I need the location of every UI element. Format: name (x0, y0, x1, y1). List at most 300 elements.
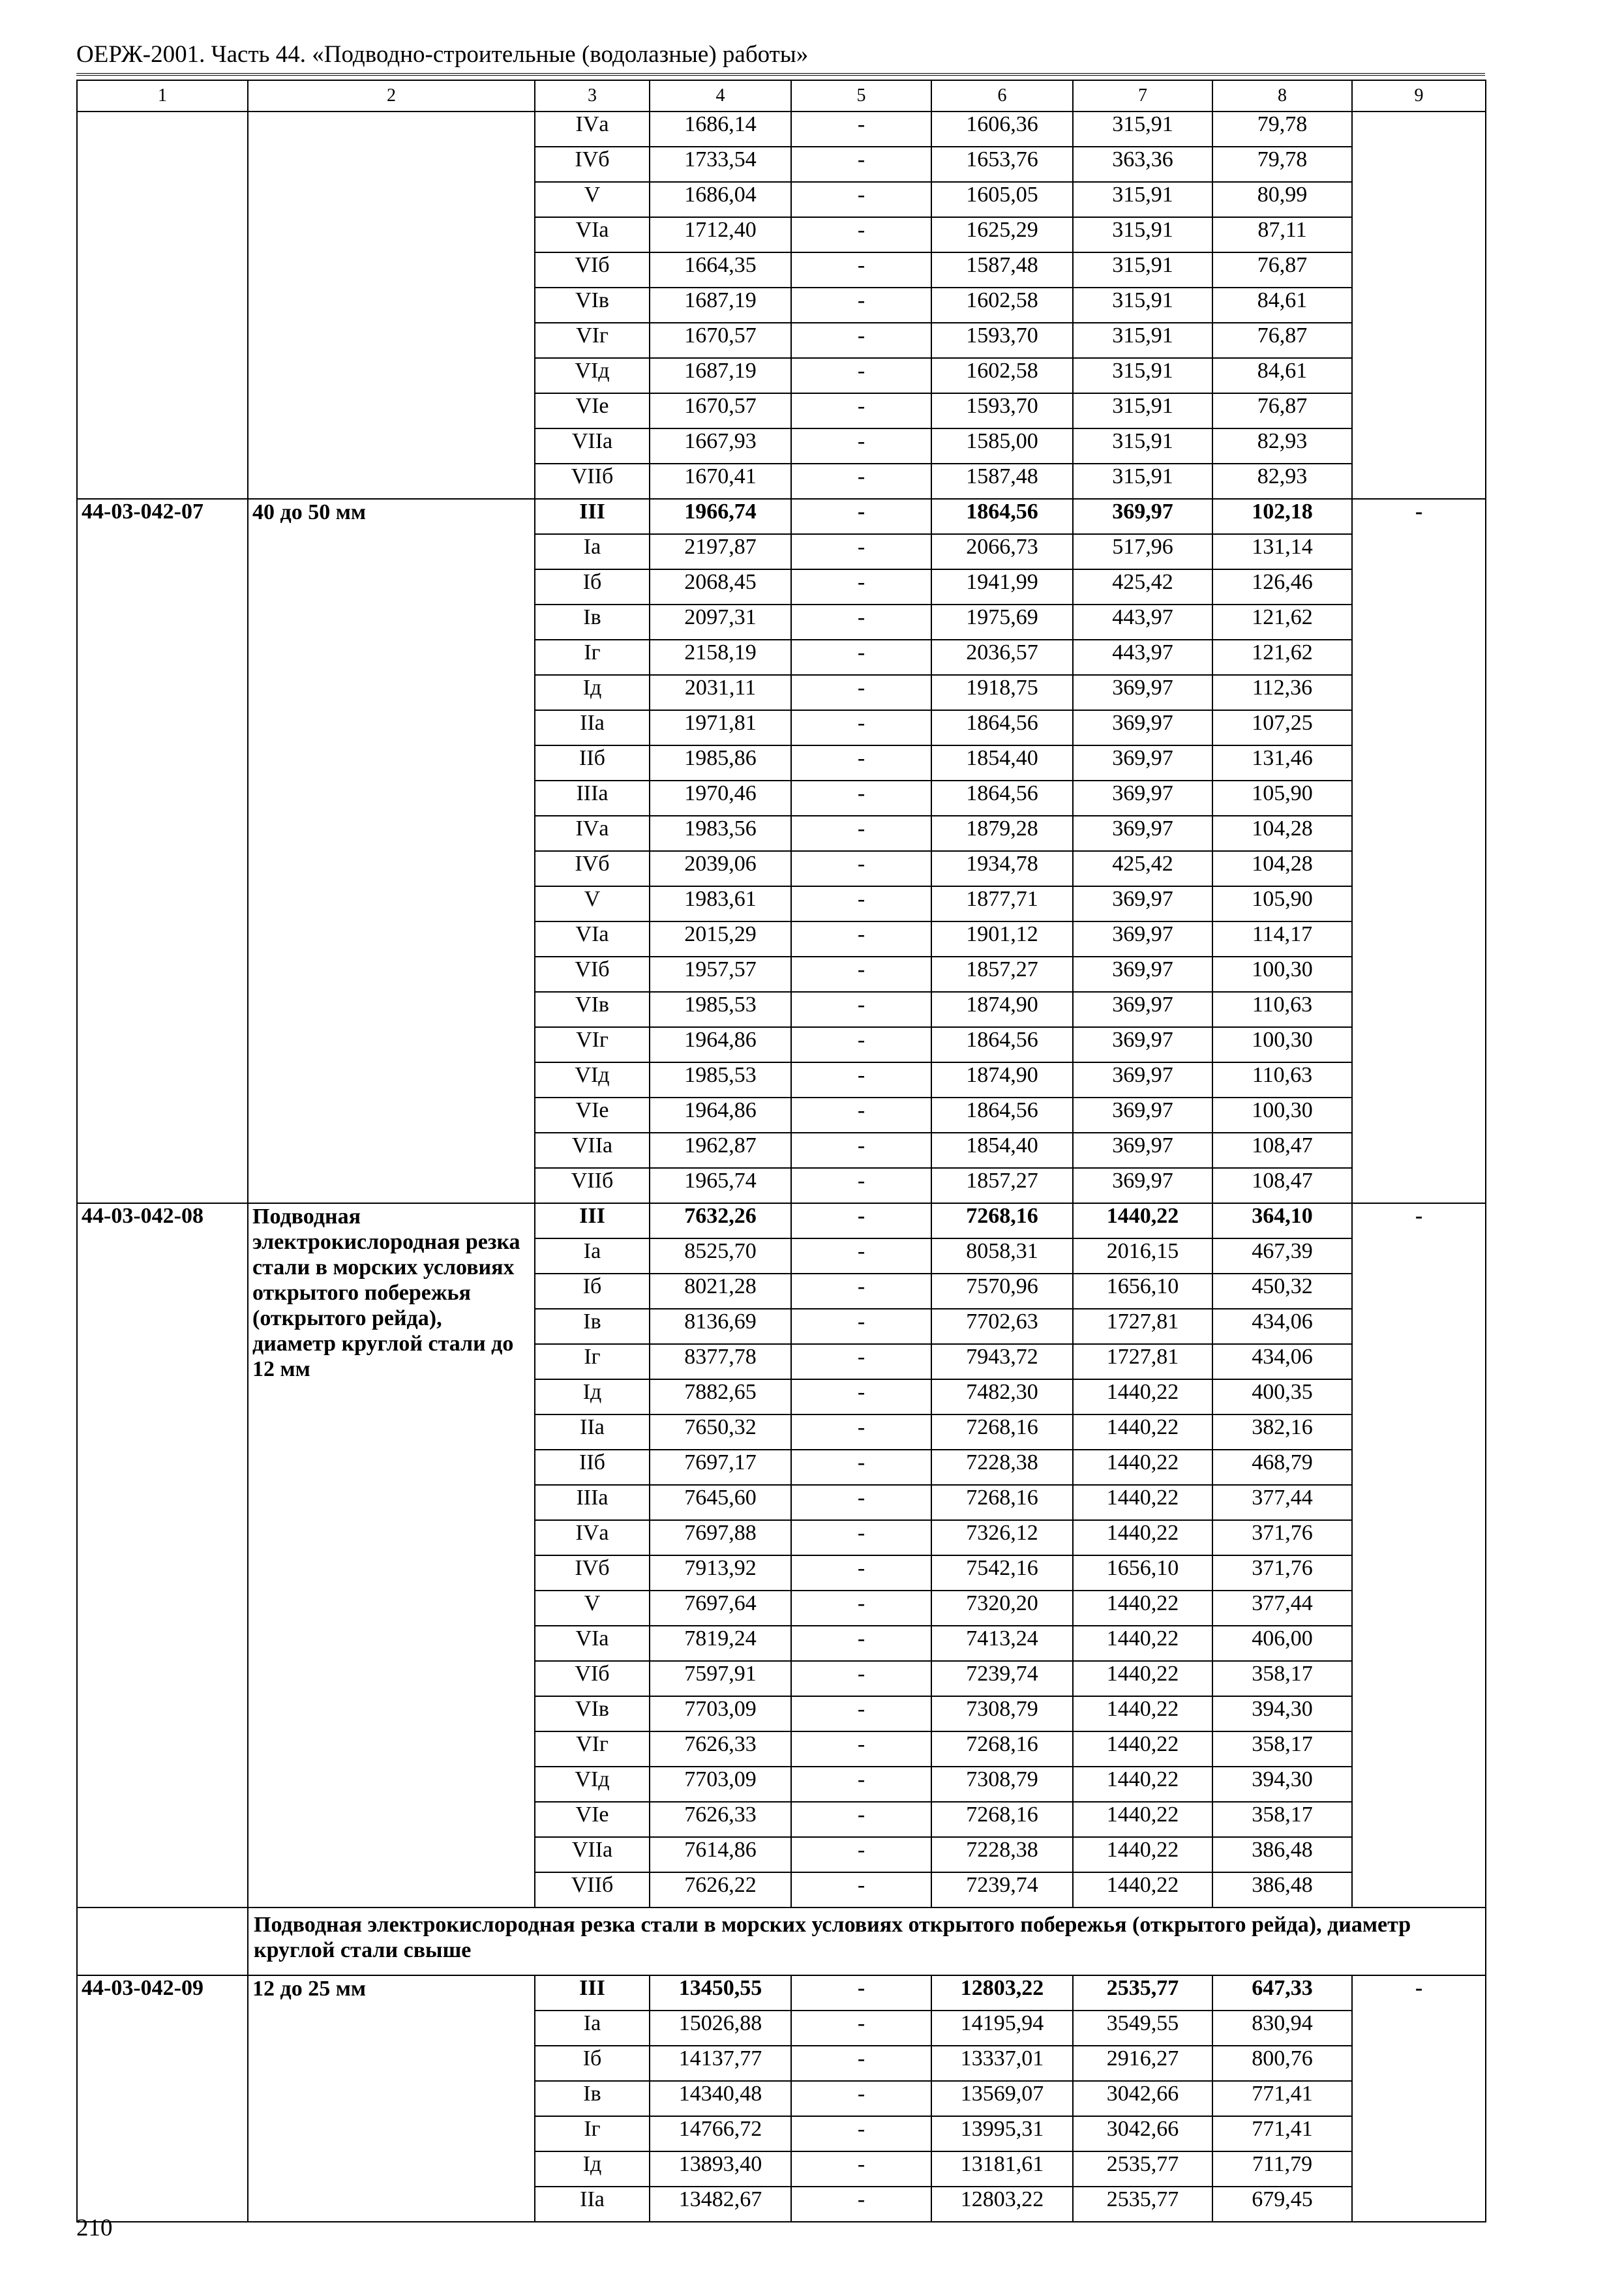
cell-col-4: 1964,86 (650, 1098, 791, 1133)
cell-col-4: 13450,55 (650, 1975, 791, 2011)
cell-col-7: 315,91 (1073, 217, 1212, 252)
name-cell: 40 до 50 мм (248, 499, 535, 1203)
table-row (77, 499, 1486, 534)
cell-col-4: 2158,19 (650, 640, 791, 675)
cell-col-8: 104,28 (1212, 816, 1352, 851)
cell-col-6: 1653,76 (931, 147, 1073, 182)
cell-col-5: - (791, 1872, 931, 1908)
cell-col-3: Iб (535, 1274, 650, 1309)
cell-col-6: 1918,75 (931, 675, 1073, 710)
cell-col-7: 2535,77 (1073, 2151, 1212, 2187)
cell-col-7: 369,97 (1073, 710, 1212, 745)
cell-col-4: 1971,81 (650, 710, 791, 745)
cell-col-8: 394,30 (1212, 1696, 1352, 1731)
cell-col-5: - (791, 1485, 931, 1520)
cell-col-3: VIд (535, 1062, 650, 1098)
cell-col-8: 108,47 (1212, 1133, 1352, 1168)
cell-col-8: 406,00 (1212, 1626, 1352, 1661)
cell-col-7: 1656,10 (1073, 1274, 1212, 1309)
cell-col-6: 1901,12 (931, 921, 1073, 957)
cell-col-8: 434,06 (1212, 1344, 1352, 1379)
cell-col-6: 1934,78 (931, 851, 1073, 886)
cell-col-8: 400,35 (1212, 1379, 1352, 1414)
cell-col-4: 14340,48 (650, 2081, 791, 2116)
cell-col-6: 1857,27 (931, 957, 1073, 992)
cell-col-5: - (791, 534, 931, 569)
cell-col-5: - (791, 1767, 931, 1802)
cell-col-3: IVб (535, 1555, 650, 1591)
cell-col-8: 82,93 (1212, 428, 1352, 464)
cell-col-3: IIб (535, 745, 650, 781)
cell-col-7: 369,97 (1073, 1168, 1212, 1203)
cell-col-3: VIа (535, 217, 650, 252)
cell-col-8: 800,76 (1212, 2046, 1352, 2081)
cell-col-7: 3549,55 (1073, 2011, 1212, 2046)
cell-col-8: 121,62 (1212, 640, 1352, 675)
cell-col-3: III (535, 499, 650, 534)
cell-col-3: V (535, 182, 650, 217)
col9-cell (1352, 112, 1486, 499)
cell-col-6: 1864,56 (931, 1027, 1073, 1062)
cell-col-7: 369,97 (1073, 1062, 1212, 1098)
table-row (77, 1975, 1486, 2011)
cell-col-4: 1667,93 (650, 428, 791, 464)
cell-col-6: 1625,29 (931, 217, 1073, 252)
cell-col-4: 8525,70 (650, 1238, 791, 1274)
col9-cell: - (1352, 1203, 1486, 1908)
cell-col-8: 121,62 (1212, 605, 1352, 640)
cell-col-7: 369,97 (1073, 745, 1212, 781)
cell-col-3: VIе (535, 1098, 650, 1133)
cell-col-3: IIIа (535, 1485, 650, 1520)
cell-col-8: 358,17 (1212, 1802, 1352, 1837)
column-number-8: 8 (1212, 80, 1352, 112)
cell-col-5: - (791, 1975, 931, 2011)
code-cell: 44-03-042-09 (77, 1975, 248, 2222)
cell-col-7: 1440,22 (1073, 1837, 1212, 1872)
cell-col-6: 12803,22 (931, 1975, 1073, 2011)
cell-col-5: - (791, 605, 931, 640)
cell-col-8: 771,41 (1212, 2116, 1352, 2151)
cell-col-4: 1687,19 (650, 288, 791, 323)
cell-col-8: 371,76 (1212, 1555, 1352, 1591)
cell-col-8: 386,48 (1212, 1872, 1352, 1908)
cell-col-4: 14137,77 (650, 2046, 791, 2081)
cell-col-7: 315,91 (1073, 358, 1212, 393)
cell-col-5: - (791, 781, 931, 816)
cell-col-6: 1975,69 (931, 605, 1073, 640)
cell-col-8: 126,46 (1212, 569, 1352, 605)
cell-col-8: 131,14 (1212, 534, 1352, 569)
cell-col-6: 2066,73 (931, 534, 1073, 569)
cell-col-7: 425,42 (1073, 569, 1212, 605)
cell-col-4: 1957,57 (650, 957, 791, 992)
table-row (77, 112, 1486, 147)
cell-col-6: 7702,63 (931, 1309, 1073, 1344)
cell-col-3: VIб (535, 252, 650, 288)
cell-col-8: 104,28 (1212, 851, 1352, 886)
cell-col-4: 1712,40 (650, 217, 791, 252)
cell-col-4: 7626,33 (650, 1802, 791, 1837)
cell-col-3: VIа (535, 921, 650, 957)
cell-col-4: 7913,92 (650, 1555, 791, 1591)
cell-col-5: - (791, 1098, 931, 1133)
page-header-title: ОЕРЖ-2001. Часть 44. «Подводно-строительные (водолазные) работы» (76, 41, 809, 68)
cell-col-5: - (791, 1414, 931, 1450)
cell-col-4: 1670,57 (650, 393, 791, 428)
cell-col-5: - (791, 2151, 931, 2187)
cell-col-7: 1727,81 (1073, 1344, 1212, 1379)
cell-col-8: 76,87 (1212, 393, 1352, 428)
cell-col-8: 771,41 (1212, 2081, 1352, 2116)
cell-col-4: 1985,53 (650, 992, 791, 1027)
cell-col-5: - (791, 1379, 931, 1414)
column-number-7: 7 (1073, 80, 1212, 112)
cell-col-3: V (535, 886, 650, 921)
cell-col-7: 1440,22 (1073, 1802, 1212, 1837)
cell-col-3: Iв (535, 2081, 650, 2116)
cell-col-4: 7697,17 (650, 1450, 791, 1485)
cell-col-3: VIв (535, 1696, 650, 1731)
cell-col-6: 1941,99 (931, 569, 1073, 605)
cell-col-8: 434,06 (1212, 1309, 1352, 1344)
cell-col-6: 13569,07 (931, 2081, 1073, 2116)
cell-col-5: - (791, 2116, 931, 2151)
cell-col-4: 2197,87 (650, 534, 791, 569)
cell-col-8: 114,17 (1212, 921, 1352, 957)
cell-col-8: 110,63 (1212, 1062, 1352, 1098)
cell-col-3: VIIа (535, 1133, 650, 1168)
cell-col-3: VIIб (535, 1168, 650, 1203)
cell-col-4: 15026,88 (650, 2011, 791, 2046)
cell-col-3: V (535, 1591, 650, 1626)
cell-col-6: 1864,56 (931, 710, 1073, 745)
cell-col-6: 7228,38 (931, 1450, 1073, 1485)
cell-col-8: 79,78 (1212, 147, 1352, 182)
cell-col-7: 443,97 (1073, 640, 1212, 675)
cell-col-7: 1727,81 (1073, 1309, 1212, 1344)
column-number-6: 6 (931, 80, 1073, 112)
cell-col-4: 1670,57 (650, 323, 791, 358)
cell-col-7: 363,36 (1073, 147, 1212, 182)
cell-col-4: 1970,46 (650, 781, 791, 816)
cell-col-4: 1964,86 (650, 1027, 791, 1062)
column-number-2: 2 (248, 80, 535, 112)
cell-col-3: VIб (535, 1661, 650, 1696)
cell-col-6: 7268,16 (931, 1203, 1073, 1238)
cell-col-7: 315,91 (1073, 252, 1212, 288)
cell-col-5: - (791, 886, 931, 921)
cell-col-8: 358,17 (1212, 1731, 1352, 1767)
cell-col-6: 13181,61 (931, 2151, 1073, 2187)
cell-col-3: IVа (535, 816, 650, 851)
cell-col-6: 8058,31 (931, 1238, 1073, 1274)
cell-col-7: 2535,77 (1073, 2187, 1212, 2222)
cell-col-7: 369,97 (1073, 921, 1212, 957)
cell-col-8: 100,30 (1212, 1027, 1352, 1062)
cell-col-4: 1733,54 (650, 147, 791, 182)
cell-col-4: 1962,87 (650, 1133, 791, 1168)
column-number-1: 1 (77, 80, 248, 112)
section-heading-code-cell (77, 1908, 248, 1975)
cell-col-4: 2097,31 (650, 605, 791, 640)
cell-col-3: Iб (535, 569, 650, 605)
cell-col-8: 105,90 (1212, 781, 1352, 816)
cell-col-5: - (791, 1203, 931, 1238)
cell-col-5: - (791, 1133, 931, 1168)
cell-col-4: 1965,74 (650, 1168, 791, 1203)
cell-col-6: 1585,00 (931, 428, 1073, 464)
cell-col-4: 7650,32 (650, 1414, 791, 1450)
cell-col-7: 369,97 (1073, 992, 1212, 1027)
cell-col-3: VIIа (535, 428, 650, 464)
cell-col-8: 450,32 (1212, 1274, 1352, 1309)
cell-col-7: 369,97 (1073, 816, 1212, 851)
cell-col-8: 112,36 (1212, 675, 1352, 710)
cell-col-8: 100,30 (1212, 957, 1352, 992)
cell-col-6: 1587,48 (931, 252, 1073, 288)
cell-col-3: Iв (535, 605, 650, 640)
cell-col-8: 105,90 (1212, 886, 1352, 921)
cell-col-6: 7228,38 (931, 1837, 1073, 1872)
cell-col-4: 1670,41 (650, 464, 791, 499)
cell-col-5: - (791, 464, 931, 499)
cell-col-7: 1440,22 (1073, 1591, 1212, 1626)
cell-col-6: 1864,56 (931, 781, 1073, 816)
cell-col-3: III (535, 1975, 650, 2011)
code-cell: 44-03-042-08 (77, 1203, 248, 1908)
cell-col-8: 80,99 (1212, 182, 1352, 217)
cell-col-5: - (791, 112, 931, 147)
cell-col-4: 1687,19 (650, 358, 791, 393)
cell-col-4: 7703,09 (650, 1696, 791, 1731)
section-heading: Подводная электрокислородная резка стали в морских условиях открытого побережья (открытого рейда), диаметр круглой стали свыше (248, 1908, 1486, 1975)
cell-col-6: 7482,30 (931, 1379, 1073, 1414)
cell-col-7: 1440,22 (1073, 1450, 1212, 1485)
cell-col-6: 1602,58 (931, 288, 1073, 323)
cell-col-7: 3042,66 (1073, 2081, 1212, 2116)
cell-col-8: 358,17 (1212, 1661, 1352, 1696)
cell-col-6: 12803,22 (931, 2187, 1073, 2222)
cell-col-5: - (791, 147, 931, 182)
cell-col-7: 1656,10 (1073, 1555, 1212, 1591)
cell-col-3: Iб (535, 2046, 650, 2081)
cell-col-5: - (791, 288, 931, 323)
col9-cell: - (1352, 499, 1486, 1203)
cell-col-7: 369,97 (1073, 675, 1212, 710)
cell-col-7: 1440,22 (1073, 1731, 1212, 1767)
cell-col-3: Iа (535, 2011, 650, 2046)
cell-col-4: 7703,09 (650, 1767, 791, 1802)
cell-col-6: 13995,31 (931, 2116, 1073, 2151)
cell-col-6: 7570,96 (931, 1274, 1073, 1309)
cell-col-7: 1440,22 (1073, 1379, 1212, 1414)
cell-col-5: - (791, 1661, 931, 1696)
cell-col-5: - (791, 2081, 931, 2116)
cell-col-3: Iд (535, 1379, 650, 1414)
table-row (77, 1203, 1486, 1238)
name-cell: Подводная электрокислородная резка стали в морских условиях открытого побережья (открытого рейда), диаметр круглой стали до 12 мм (248, 1203, 535, 1908)
cell-col-7: 315,91 (1073, 464, 1212, 499)
cell-col-8: 830,94 (1212, 2011, 1352, 2046)
cell-col-4: 7645,60 (650, 1485, 791, 1520)
cell-col-5: - (791, 992, 931, 1027)
cell-col-6: 7268,16 (931, 1414, 1073, 1450)
cell-col-3: VIIа (535, 1837, 650, 1872)
cell-col-7: 1440,22 (1073, 1414, 1212, 1450)
cell-col-4: 8377,78 (650, 1344, 791, 1379)
cell-col-5: - (791, 217, 931, 252)
cell-col-4: 13893,40 (650, 2151, 791, 2187)
cell-col-7: 369,97 (1073, 1098, 1212, 1133)
cell-col-4: 14766,72 (650, 2116, 791, 2151)
cell-col-4: 2015,29 (650, 921, 791, 957)
cell-col-4: 1983,56 (650, 816, 791, 851)
cell-col-6: 1593,70 (931, 393, 1073, 428)
cell-col-4: 7819,24 (650, 1626, 791, 1661)
cell-col-7: 425,42 (1073, 851, 1212, 886)
cell-col-5: - (791, 1802, 931, 1837)
cell-col-5: - (791, 921, 931, 957)
cell-col-6: 1587,48 (931, 464, 1073, 499)
cell-col-8: 364,10 (1212, 1203, 1352, 1238)
cell-col-6: 1593,70 (931, 323, 1073, 358)
cell-col-3: VIд (535, 1767, 650, 1802)
cell-col-3: III (535, 1203, 650, 1238)
cell-col-6: 1864,56 (931, 1098, 1073, 1133)
cell-col-3: VIв (535, 992, 650, 1027)
cell-col-4: 1664,35 (650, 252, 791, 288)
cell-col-4: 1686,14 (650, 112, 791, 147)
cell-col-4: 7626,22 (650, 1872, 791, 1908)
cell-col-8: 87,11 (1212, 217, 1352, 252)
cell-col-5: - (791, 2046, 931, 2081)
name-cell: 12 до 25 мм (248, 1975, 535, 2222)
cell-col-3: IIб (535, 1450, 650, 1485)
cell-col-7: 369,97 (1073, 886, 1212, 921)
cell-col-5: - (791, 1555, 931, 1591)
cell-col-5: - (791, 816, 931, 851)
cell-col-3: IVб (535, 851, 650, 886)
cell-col-3: VIа (535, 1626, 650, 1661)
cell-col-7: 1440,22 (1073, 1626, 1212, 1661)
cell-col-4: 2039,06 (650, 851, 791, 886)
cell-col-4: 7697,88 (650, 1520, 791, 1555)
name-cell (248, 112, 535, 499)
cell-col-5: - (791, 675, 931, 710)
cell-col-6: 1874,90 (931, 992, 1073, 1027)
cell-col-7: 2535,77 (1073, 1975, 1212, 2011)
column-number-5: 5 (791, 80, 931, 112)
cell-col-4: 1966,74 (650, 499, 791, 534)
cell-col-4: 7597,91 (650, 1661, 791, 1696)
cell-col-6: 2036,57 (931, 640, 1073, 675)
cell-col-6: 7268,16 (931, 1485, 1073, 1520)
cell-col-3: IIIа (535, 781, 650, 816)
cell-col-5: - (791, 1168, 931, 1203)
column-number-3: 3 (535, 80, 650, 112)
cell-col-6: 1854,40 (931, 1133, 1073, 1168)
cell-col-3: VIд (535, 358, 650, 393)
cell-col-3: VIе (535, 393, 650, 428)
cell-col-5: - (791, 1591, 931, 1626)
cell-col-8: 108,47 (1212, 1168, 1352, 1203)
cell-col-7: 1440,22 (1073, 1872, 1212, 1908)
cell-col-6: 1879,28 (931, 816, 1073, 851)
cell-col-8: 679,45 (1212, 2187, 1352, 2222)
cell-col-7: 3042,66 (1073, 2116, 1212, 2151)
cell-col-6: 7308,79 (931, 1696, 1073, 1731)
cell-col-3: IIа (535, 2187, 650, 2222)
cell-col-6: 7239,74 (931, 1661, 1073, 1696)
cell-col-7: 1440,22 (1073, 1696, 1212, 1731)
cell-col-5: - (791, 1344, 931, 1379)
cell-col-7: 369,97 (1073, 781, 1212, 816)
cell-col-4: 2031,11 (650, 675, 791, 710)
cell-col-6: 7320,20 (931, 1591, 1073, 1626)
code-cell: 44-03-042-07 (77, 499, 248, 1203)
cell-col-4: 1983,61 (650, 886, 791, 921)
cell-col-3: Iг (535, 640, 650, 675)
cell-col-7: 1440,22 (1073, 1767, 1212, 1802)
cell-col-4: 7614,86 (650, 1837, 791, 1872)
cell-col-4: 7697,64 (650, 1591, 791, 1626)
cell-col-3: VIIб (535, 1872, 650, 1908)
cell-col-6: 1606,36 (931, 112, 1073, 147)
cell-col-5: - (791, 2011, 931, 2046)
cell-col-8: 382,16 (1212, 1414, 1352, 1450)
cell-col-5: - (791, 957, 931, 992)
cell-col-6: 7308,79 (931, 1767, 1073, 1802)
cell-col-5: - (791, 323, 931, 358)
cell-col-3: IVб (535, 147, 650, 182)
rates-table (76, 80, 1486, 2222)
cell-col-5: - (791, 2187, 931, 2222)
cell-col-6: 1602,58 (931, 358, 1073, 393)
cell-col-3: IVа (535, 112, 650, 147)
cell-col-8: 102,18 (1212, 499, 1352, 534)
cell-col-3: Iд (535, 2151, 650, 2187)
cell-col-5: - (791, 393, 931, 428)
cell-col-5: - (791, 428, 931, 464)
cell-col-3: IIа (535, 1414, 650, 1450)
cell-col-3: VIг (535, 323, 650, 358)
cell-col-6: 1605,05 (931, 182, 1073, 217)
cell-col-6: 14195,94 (931, 2011, 1073, 2046)
cell-col-7: 1440,22 (1073, 1203, 1212, 1238)
cell-col-6: 7413,24 (931, 1626, 1073, 1661)
cell-col-4: 8021,28 (650, 1274, 791, 1309)
cell-col-7: 1440,22 (1073, 1661, 1212, 1696)
cell-col-5: - (791, 710, 931, 745)
cell-col-5: - (791, 1731, 931, 1767)
cell-col-7: 369,97 (1073, 499, 1212, 534)
cell-col-7: 315,91 (1073, 288, 1212, 323)
cell-col-5: - (791, 1027, 931, 1062)
cell-col-4: 7626,33 (650, 1731, 791, 1767)
cell-col-8: 377,44 (1212, 1485, 1352, 1520)
cell-col-8: 79,78 (1212, 112, 1352, 147)
cell-col-6: 1874,90 (931, 1062, 1073, 1098)
cell-col-5: - (791, 358, 931, 393)
column-number-9: 9 (1352, 80, 1486, 112)
cell-col-7: 315,91 (1073, 112, 1212, 147)
cell-col-3: VIг (535, 1731, 650, 1767)
cell-col-6: 7542,16 (931, 1555, 1073, 1591)
cell-col-5: - (791, 252, 931, 288)
cell-col-4: 1985,53 (650, 1062, 791, 1098)
cell-col-8: 711,79 (1212, 2151, 1352, 2187)
